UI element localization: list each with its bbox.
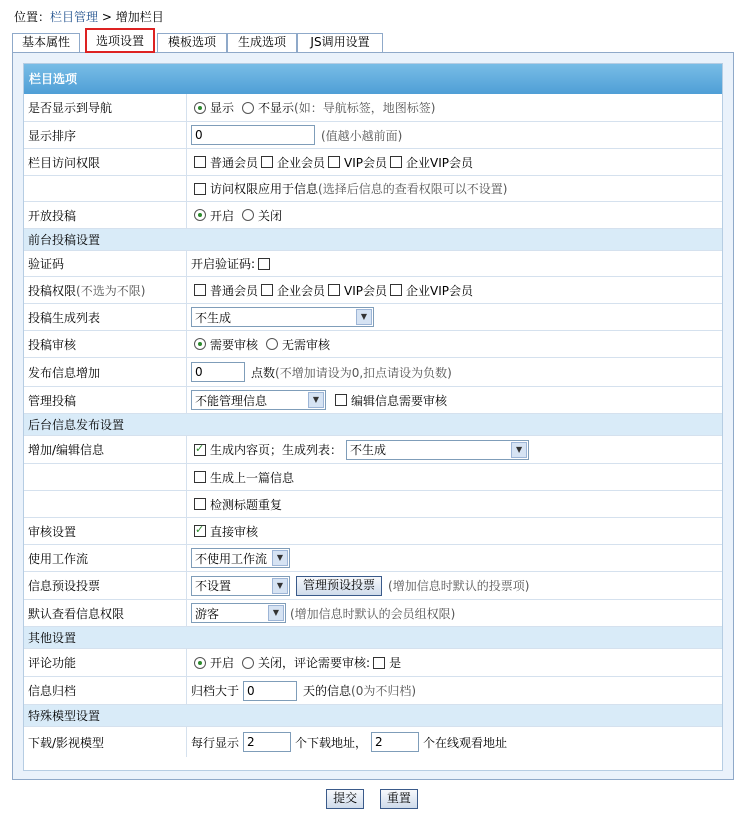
tab-options[interactable]: 选项设置 xyxy=(85,28,155,53)
check-title-label: 检测标题重复 xyxy=(210,497,283,512)
access-label: 栏目访问权限 xyxy=(28,155,101,170)
submit-button[interactable]: 提交 xyxy=(326,789,364,809)
download-post: 个在线观看地址 xyxy=(423,735,508,750)
row-archive xyxy=(24,677,722,705)
manage-submit-label: 管理投稿 xyxy=(28,393,77,408)
gen-prev-label: 生成上一篇信息 xyxy=(210,470,295,485)
direct-review-label: 直接审核 xyxy=(210,524,259,539)
view-perm-label: 默认查看信息权限 xyxy=(28,606,125,621)
section-front xyxy=(24,229,722,251)
tab-basic[interactable]: 基本属性 xyxy=(12,33,80,52)
breadcrumb-link[interactable]: 栏目管理 xyxy=(50,10,99,24)
add-edit-label: 增加/编辑信息 xyxy=(28,443,105,457)
row-access xyxy=(24,149,722,176)
breadcrumb xyxy=(14,9,164,25)
access-evip-checkbox[interactable] xyxy=(390,156,402,168)
archive-days-input[interactable]: 0 xyxy=(243,681,297,701)
perm-evip-checkbox[interactable] xyxy=(390,284,402,296)
download-pre: 每行显示 xyxy=(191,735,240,750)
submit-list-select[interactable] xyxy=(191,307,374,327)
gen-content-checkbox[interactable] xyxy=(194,444,206,456)
submit-perm-sub: (不选为不限) xyxy=(76,283,146,298)
points-input[interactable]: 0 xyxy=(191,362,245,382)
archive-pre: 归档大于 xyxy=(191,684,240,698)
publish-points-label: 发布信息增加 xyxy=(28,365,101,380)
chevron-down-icon: ▼ xyxy=(268,605,284,621)
workflow-label: 使用工作流 xyxy=(28,551,89,566)
archive-post: 天的信息 xyxy=(303,684,352,698)
tab-js[interactable]: JS调用设置 xyxy=(297,33,383,52)
options-panel xyxy=(12,52,734,780)
chevron-down-icon: ▼ xyxy=(356,309,372,325)
row-vote xyxy=(24,572,722,600)
row-manage-submit xyxy=(24,387,722,414)
chevron-down-icon: ▼ xyxy=(511,442,527,458)
breadcrumb-prefix: 位置： xyxy=(14,10,51,24)
points-unit: 点数 xyxy=(251,365,276,380)
nav-hint: (如：导航标签，地图标签) xyxy=(294,101,436,115)
edit-review-checkbox[interactable] xyxy=(335,394,347,406)
perm-opt-label: 普通会员 xyxy=(210,283,259,298)
section-other xyxy=(24,627,722,649)
view-perm-hint: (增加信息时默认的会员组权限) xyxy=(290,606,456,621)
manage-vote-button[interactable]: 管理预设投票 xyxy=(296,576,382,596)
points-hint: (不增加请设为0,扣点请设为负数) xyxy=(275,365,452,380)
order-label: 显示排序 xyxy=(28,128,77,143)
download-count-input[interactable]: 2 xyxy=(243,732,291,752)
perm-opt-label: 企业VIP会员 xyxy=(406,283,474,298)
vote-value: 不设置 xyxy=(195,579,232,593)
row-download xyxy=(24,727,722,757)
gen-list-select[interactable] xyxy=(346,440,529,460)
check-title-checkbox[interactable] xyxy=(194,498,206,510)
view-count-input[interactable]: 2 xyxy=(371,732,419,752)
vote-select[interactable] xyxy=(191,576,290,596)
access-apply-hint: (选择后信息的查看权限可以不设置) xyxy=(318,182,508,196)
order-hint: (值越小越前面) xyxy=(321,128,403,143)
access-enterprise-checkbox[interactable] xyxy=(261,156,273,168)
panel-title: 栏目选项 xyxy=(24,64,722,94)
view-perm-value: 游客 xyxy=(195,606,220,621)
comment-off-radio[interactable] xyxy=(242,657,254,669)
access-vip-checkbox[interactable] xyxy=(328,156,340,168)
access-opt-label: 普通会员 xyxy=(210,155,259,170)
comment-on-label: 开启 xyxy=(210,656,235,670)
access-apply-label: 访问权限应用于信息 xyxy=(210,182,319,196)
review-label: 审核设置 xyxy=(28,524,77,539)
submit-list-label: 投稿生成列表 xyxy=(28,310,101,325)
access-apply-checkbox[interactable] xyxy=(194,183,206,195)
tab-template[interactable]: 模板选项 xyxy=(157,33,227,52)
row-comment xyxy=(24,649,722,677)
review-noneed-radio[interactable] xyxy=(266,338,278,350)
row-access-apply xyxy=(24,176,722,202)
archive-hint: (0为不归档) xyxy=(351,684,417,698)
options-table xyxy=(23,63,723,771)
access-opt-label: 企业VIP会员 xyxy=(406,155,474,170)
section-other-label: 其他设置 xyxy=(28,631,77,645)
section-special-label: 特殊模型设置 xyxy=(28,709,101,723)
submit-open-on-label: 开启 xyxy=(210,208,235,223)
row-view-perm xyxy=(24,600,722,627)
chevron-down-icon: ▼ xyxy=(272,578,288,594)
gen-prev-checkbox[interactable] xyxy=(194,471,206,483)
section-special xyxy=(24,705,722,727)
perm-opt-label: VIP会员 xyxy=(344,283,388,298)
workflow-select[interactable] xyxy=(191,548,290,568)
submit-list-value: 不生成 xyxy=(195,310,232,325)
download-mid: 个下载地址， xyxy=(295,735,368,750)
submit-open-off-label: 关闭 xyxy=(258,208,283,223)
archive-label: 信息归档 xyxy=(28,684,77,698)
order-input[interactable]: 0 xyxy=(191,125,315,145)
row-publish-points xyxy=(24,358,722,387)
section-back xyxy=(24,414,722,436)
nav-hide-label: 不显示 xyxy=(258,101,295,115)
submit-perm-label-text: 投稿权限 xyxy=(28,283,77,298)
access-opt-label: VIP会员 xyxy=(344,155,388,170)
vote-hint: (增加信息时默认的投票项) xyxy=(388,579,530,593)
section-front-label: 前台投稿设置 xyxy=(28,233,101,247)
access-opt-label: 企业会员 xyxy=(277,155,326,170)
row-captcha xyxy=(24,251,722,277)
breadcrumb-separator: > xyxy=(98,10,116,24)
review-need-label: 需要审核 xyxy=(210,337,259,352)
workflow-value: 不使用工作流 xyxy=(195,551,268,566)
row-submit-list xyxy=(24,304,722,331)
nav-show-radio[interactable] xyxy=(194,102,206,114)
submit-perm-label xyxy=(28,277,145,303)
row-add-edit xyxy=(24,436,722,464)
nav-label: 是否显示到导航 xyxy=(28,101,113,115)
chevron-down-icon: ▼ xyxy=(308,392,324,408)
row-check-title xyxy=(24,491,722,518)
chevron-down-icon: ▼ xyxy=(272,550,288,566)
view-perm-select[interactable] xyxy=(191,603,286,623)
captcha-checkbox[interactable] xyxy=(258,258,270,270)
captcha-text: 开启验证码: xyxy=(191,257,256,271)
manage-submit-select[interactable] xyxy=(191,390,326,410)
review-need-radio[interactable] xyxy=(194,338,206,350)
captcha-label: 验证码 xyxy=(28,257,65,271)
manage-submit-value: 不能管理信息 xyxy=(195,393,268,408)
comment-review-checkbox[interactable] xyxy=(373,657,385,669)
comment-off-label: 关闭，评论需要审核: xyxy=(258,656,371,670)
vote-label: 信息预设投票 xyxy=(28,579,101,593)
perm-opt-label: 企业会员 xyxy=(277,283,326,298)
row-workflow xyxy=(24,545,722,572)
reset-button[interactable]: 重置 xyxy=(380,789,418,809)
gen-content-label: 生成内容页；生成列表： xyxy=(210,443,343,457)
form-actions xyxy=(0,789,744,809)
row-submit-review xyxy=(24,331,722,358)
submit-open-on-radio[interactable] xyxy=(194,209,206,221)
row-review xyxy=(24,518,722,545)
row-submit-open xyxy=(24,202,722,229)
nav-hide-radio[interactable] xyxy=(242,102,254,114)
gen-list-value: 不生成 xyxy=(350,443,387,457)
comment-label: 评论功能 xyxy=(28,656,77,670)
comment-yes-label: 是 xyxy=(389,656,402,670)
breadcrumb-current: 增加栏目 xyxy=(115,10,164,24)
nav-show-label: 显示 xyxy=(210,101,235,115)
access-normal-checkbox[interactable] xyxy=(194,156,206,168)
tab-generate[interactable]: 生成选项 xyxy=(227,33,297,52)
row-gen-prev xyxy=(24,464,722,491)
row-order xyxy=(24,122,722,149)
review-noneed-label: 无需审核 xyxy=(282,337,331,352)
submit-open-off-radio[interactable] xyxy=(242,209,254,221)
perm-enterprise-checkbox[interactable] xyxy=(261,284,273,296)
submit-review-label: 投稿审核 xyxy=(28,337,77,352)
perm-normal-checkbox[interactable] xyxy=(194,284,206,296)
perm-vip-checkbox[interactable] xyxy=(328,284,340,296)
submit-open-label: 开放投稿 xyxy=(28,208,77,223)
comment-on-radio[interactable] xyxy=(194,657,206,669)
edit-review-label: 编辑信息需要审核 xyxy=(351,393,448,408)
section-back-label: 后台信息发布设置 xyxy=(28,418,125,432)
download-label: 下载/影视模型 xyxy=(28,735,105,750)
direct-review-checkbox[interactable] xyxy=(194,525,206,537)
row-submit-perm xyxy=(24,277,722,304)
row-nav xyxy=(24,94,722,122)
